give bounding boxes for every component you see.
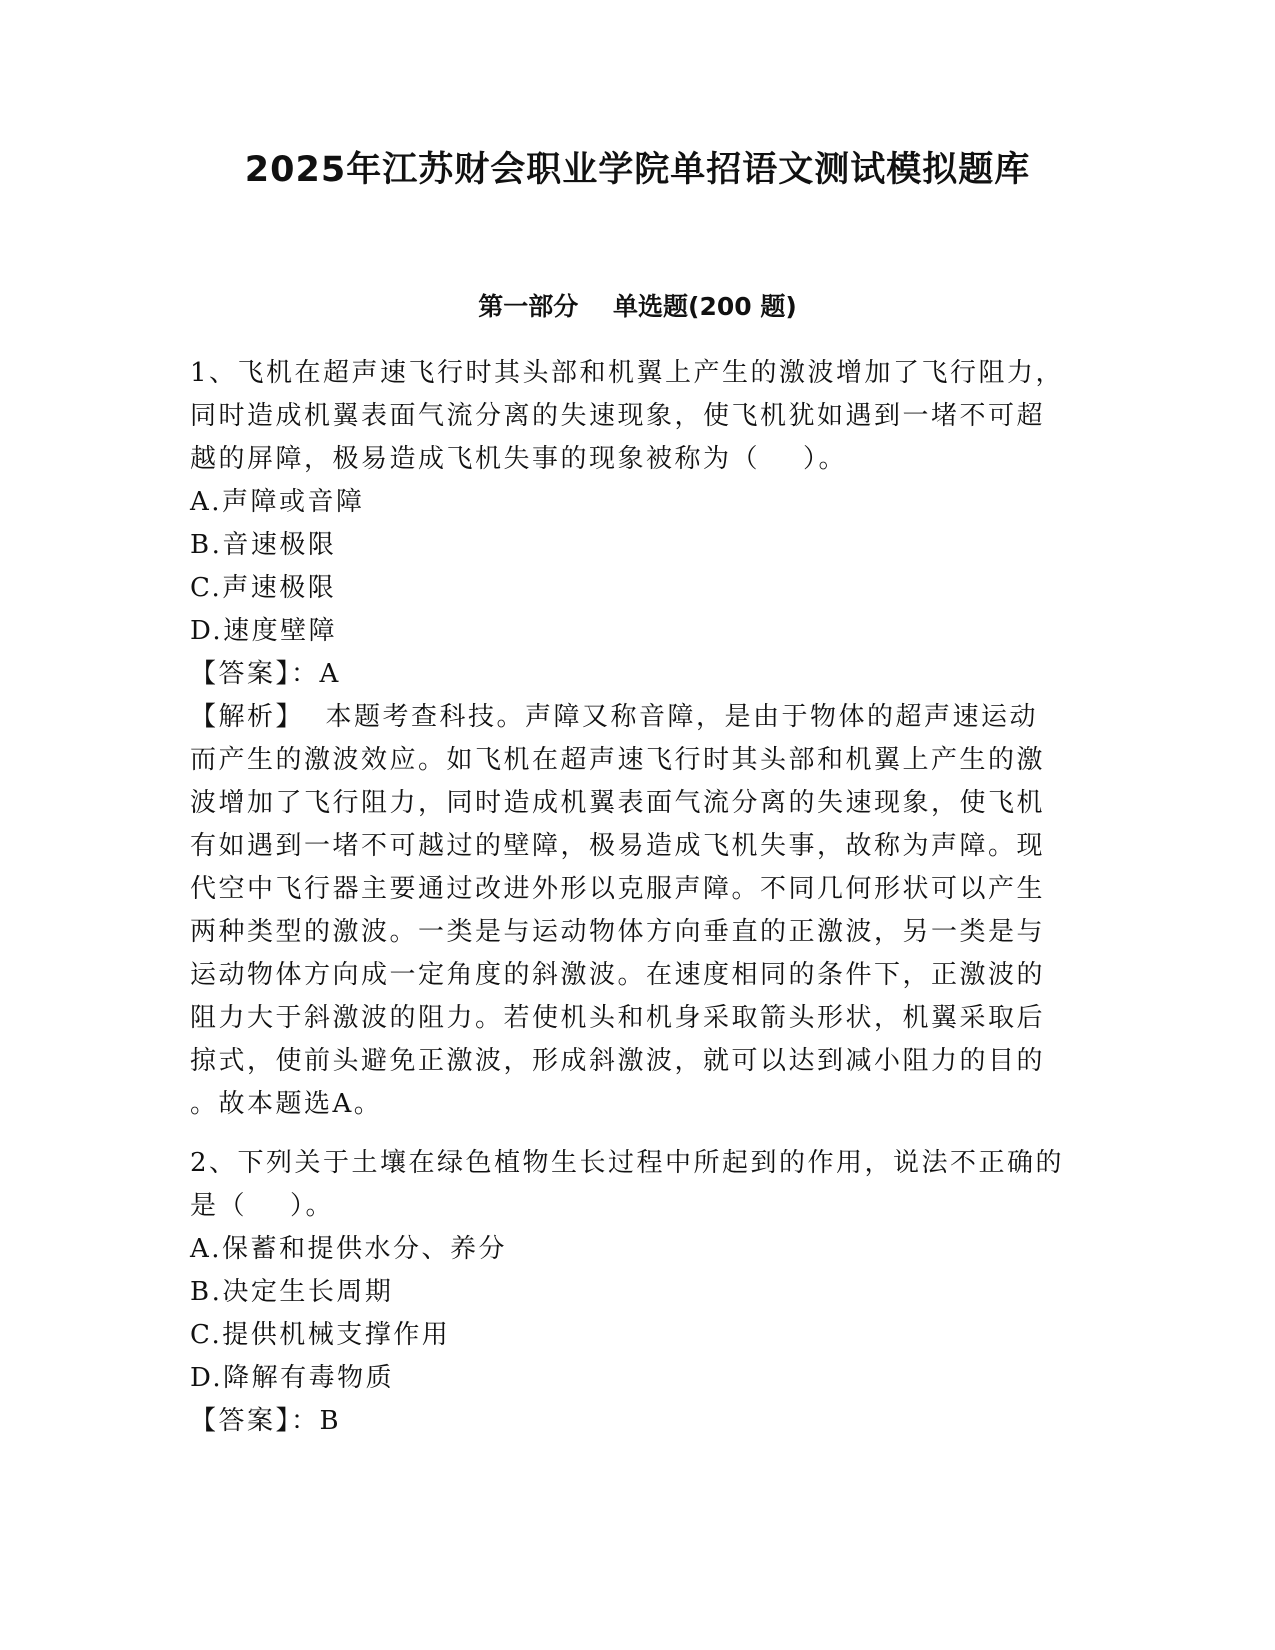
option-c: C.声速极限 — [190, 573, 337, 603]
answer-line: 【答案】：B — [190, 1406, 342, 1436]
analysis-line: 代空中飞行器主要通过改进外形以克服声障。不同几何形状可以产生 — [190, 874, 1046, 904]
question-stem-line: 1、飞机在超声速飞行时其头部和机翼上产生的激波增加了飞行阻力， — [190, 358, 1065, 388]
option-a: A.声障或音障 — [190, 487, 365, 517]
question-stem-line: 越的屏障，极易造成飞机失事的现象被称为（ ）。 — [190, 444, 848, 474]
question-stem-line: 是（ ）。 — [190, 1191, 335, 1221]
option-b: B.决定生长周期 — [190, 1277, 394, 1307]
document-title: 2025年江苏财会职业学院单招语文测试模拟题库 — [244, 150, 1031, 190]
option-d: D.降解有毒物质 — [190, 1363, 395, 1393]
answer-line: 【答案】：A — [190, 659, 341, 689]
analysis-line: 有如遇到一堵不可越过的壁障，极易造成飞机失事，故称为声障。现 — [190, 831, 1046, 861]
analysis-line: 运动物体方向成一定角度的斜激波。在速度相同的条件下，正激波的 — [190, 960, 1046, 990]
analysis-line: 波增加了飞行阻力，同时造成机翼表面气流分离的失速现象，使飞机 — [190, 788, 1046, 818]
analysis-line: 阻力大于斜激波的阻力。若使机头和机身采取箭头形状，机翼采取后 — [190, 1003, 1046, 1033]
analysis-line: 而产生的激波效应。如飞机在超声速飞行时其头部和机翼上产生的激 — [190, 745, 1046, 775]
question-list — [190, 352, 1080, 1443]
option-d: D.速度壁障 — [190, 616, 338, 646]
option-a: A.保蓄和提供水分、养分 — [190, 1234, 508, 1264]
analysis-line: 两种类型的激波。一类是与运动物体方向垂直的正激波，另一类是与 — [190, 917, 1046, 947]
question-1 — [190, 352, 1080, 1126]
question-stem-line: 2、下列关于土壤在绿色植物生长过程中所起到的作用，说法不正确的 — [190, 1148, 1065, 1178]
question-separator — [190, 1126, 1080, 1142]
option-c: C.提供机械支撑作用 — [190, 1320, 451, 1350]
analysis-line: 【解析】 本题考查科技。声障又称音障，是由于物体的超声速运动 — [190, 702, 1039, 732]
analysis-line: 掠式，使前头避免正激波，形成斜激波，就可以达到减小阻力的目的 — [190, 1046, 1046, 1076]
option-b: B.音速极限 — [190, 530, 337, 560]
section-title: 第一部分 单选题(200 题) — [478, 292, 797, 321]
analysis-line: 。故本题选A。 — [190, 1089, 383, 1119]
question-2 — [190, 1142, 1080, 1443]
question-stem-line: 同时造成机翼表面气流分离的失速现象，使飞机犹如遇到一堵不可超 — [190, 401, 1046, 431]
